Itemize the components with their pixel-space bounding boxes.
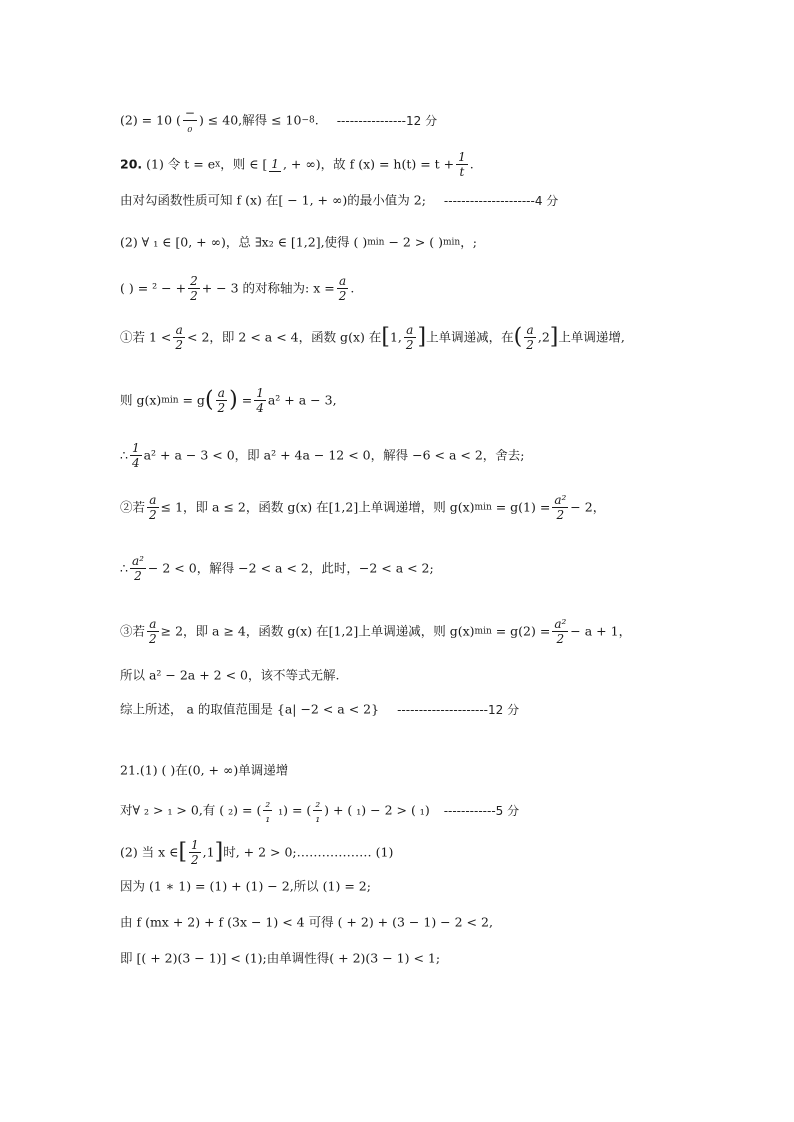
line-11-fraction-1: $\frac{a}{2}$ — [149, 617, 157, 646]
line-7-fraction-1: $\frac{a}{2}$ — [217, 386, 226, 415]
problem-21-heading: 21.(1) ( )在(0, + ∞)单调递增 — [120, 762, 289, 778]
line-1-score: ----------------12 分 — [336, 113, 438, 128]
line-9-text-c: = g(1) = — [491, 499, 551, 515]
line-4-text: (2) ∀ ₁ ∈ [0, + ∞)，总 ∃x₂ ∈ [1,2],使得 ( ) — [120, 234, 368, 250]
line-7-sub: min — [161, 395, 179, 406]
line-5-fraction-2: $\frac{a}{2}$ — [338, 274, 347, 303]
line-7-text-a: 则 g(x) — [120, 392, 162, 408]
line-4-text-c: ，; — [460, 234, 477, 250]
line-7 — [120, 386, 337, 415]
line-6-text-b: < 2，即 2 < a < 4，函数 g(x) 在 — [187, 329, 382, 345]
line-2-text-c: , + ∞)，故 f (x) = h(t) = t + — [282, 156, 455, 172]
line-8-text-a: ∴ — [120, 447, 128, 463]
line-16-text-c: 时, + 2 > 0;……………… (1) — [223, 844, 394, 860]
line-6-text-d: 上单调递减，在 — [426, 329, 514, 345]
line-13-text: 综上所述， a 的取值范围是 {a| −2 < a < 2} — [120, 701, 380, 717]
line-16-left-bracket: [ — [178, 839, 188, 865]
left-paren: ( — [513, 324, 523, 350]
line-8-text-b: a² + a − 3 < 0，即 a² + 4a − 12 < 0，解得 −6 < a < 2，舍去; — [143, 447, 525, 463]
problem-20-number: 20. — [120, 156, 143, 172]
line-9-fraction-2: $\frac{\text{a²}}{2}$ — [554, 493, 567, 522]
line-18-text: 由 f (mx + 2) + f (3x − 1) < 4 可得 ( + 2) + (3 − 1) − 2 < 2, — [120, 914, 493, 930]
line-7-text-c: = — [237, 392, 253, 408]
right-bracket: ] — [417, 324, 427, 350]
line-3 — [120, 190, 558, 211]
line-6-fraction-3: $\frac{a}{2}$ — [526, 323, 534, 352]
line-5-text-c: . — [350, 280, 355, 296]
line-17 — [120, 876, 371, 897]
line-11-sub: min — [474, 626, 492, 637]
line-6 — [120, 323, 625, 352]
line-6-fraction-2: $\frac{a}{2}$ — [405, 323, 414, 352]
line-15-text-b: ₁) = ( — [274, 802, 312, 818]
line-10 — [120, 554, 434, 583]
line-1-text-a: (2) = 10 ( — [120, 112, 181, 128]
line-1-text-c: . — [314, 112, 319, 128]
line-9-text-a: ②若 — [120, 499, 146, 515]
line-15-text-c: ) + ( ₁) − 2 > ( ₁) — [324, 802, 430, 818]
line-8 — [120, 441, 525, 470]
line-4-sub-2: min — [443, 237, 461, 248]
line-6-fraction-1: $\frac{a}{2}$ — [175, 323, 184, 352]
line-9-text-b: ≤ 1，即 a ≤ 2，函数 g(x) 在[1,2]上单调递增，则 g(x) — [160, 499, 475, 515]
line-2-text-a: (1) 令 t = e — [146, 156, 216, 172]
line-2-superscript: x — [215, 159, 221, 170]
line-7-left-paren: ( — [204, 387, 214, 413]
line-19-text: 即 [( + 2)(3 − 1)] < (1);由单调性得( + 2)(3 − 1) < 1; — [120, 950, 441, 966]
line-9-sub: min — [474, 502, 492, 513]
line-11 — [120, 617, 631, 646]
line-13 — [120, 699, 519, 720]
line-3-text: 由对勾函数性质可知 f (x) 在[ − 1, + ∞)的最小值为 2; — [120, 192, 426, 208]
line-13-score: ---------------------12 分 — [397, 702, 520, 717]
line-6-text-c: 1, — [389, 329, 402, 345]
line-5-fraction-1: $\frac{2}{2}$ — [190, 274, 198, 303]
line-9-fraction-1: $\frac{a}{2}$ — [149, 493, 157, 522]
line-2 — [120, 150, 474, 179]
line-4-text-b: − 2 > ( ) — [384, 234, 443, 250]
line-1-text-b: ) ≤ 40,解得 ≤ 10 — [198, 112, 302, 128]
line-2-text-d: . — [469, 156, 474, 172]
line-15-fraction-1: $\frac{\text{₂}}{\text{₁}}$ — [265, 796, 271, 825]
line-18 — [120, 912, 493, 933]
line-7-text-d: a² + a − 3, — [267, 392, 337, 408]
line-5-text-b: + − 3 的对称轴为: x = — [201, 280, 335, 296]
line-1-superscript: −8 — [301, 115, 315, 126]
line-10-text-a: ∴ — [120, 560, 128, 576]
right-bracket-2: ] — [549, 324, 559, 350]
line-16-text-b: ,1 — [202, 844, 215, 860]
line-11-text-a: ③若 — [120, 623, 146, 639]
line-19 — [120, 948, 440, 969]
line-5 — [120, 274, 354, 303]
line-16-text-a: (2) 当 x ∈ — [120, 844, 179, 860]
line-8-fraction: $\frac{1}{4}$ — [131, 441, 140, 470]
line-15-fraction-2: $\frac{\text{₂}}{\text{₁}}$ — [315, 796, 321, 825]
line-16-right-bracket: ] — [214, 839, 224, 865]
line-11-fraction-2: $\frac{\text{a²}}{2}$ — [554, 617, 567, 646]
line-10-fraction: $\frac{\text{a²}}{2}$ — [131, 554, 144, 583]
line-11-text-c: = g(2) = — [491, 623, 551, 639]
line-14 — [120, 760, 288, 781]
line-11-text-b: ≥ 2，即 a ≥ 4，函数 g(x) 在[1,2]上单调递减，则 g(x) — [160, 623, 475, 639]
line-6-text-a: ①若 1 < — [120, 329, 172, 345]
line-7-right-paren: ) — [229, 387, 238, 413]
line-11-text-d: − a + 1， — [570, 623, 632, 639]
line-9 — [120, 493, 605, 522]
line-15 — [120, 796, 519, 825]
line-16 — [120, 838, 393, 867]
line-3-score: ---------------------4 分 — [443, 193, 559, 208]
line-2-fraction-2: $\frac{1}{t}$ — [458, 150, 466, 179]
line-12-text: 所以 a² − 2a + 2 < 0，该不等式无解. — [120, 667, 340, 683]
line-6-text-f: 上单调递增, — [558, 329, 625, 345]
line-7-fraction-2: $\frac{1}{4}$ — [256, 386, 264, 415]
line-2-text-b: ，则 ∈ [ — [220, 156, 268, 172]
line-4 — [120, 232, 477, 253]
line-1 — [120, 106, 437, 135]
line-15-text-a: 对∀ ₂ > ₁ > 0,有 ( ₂) = ( — [120, 802, 262, 818]
line-16-fraction: $\frac{1}{2}$ — [191, 838, 199, 867]
line-5-text-a: ( ) = ² − + — [120, 280, 187, 296]
line-12 — [120, 665, 339, 686]
line-2-fraction-1: 1 — [271, 157, 279, 171]
line-4-sub-1: min — [367, 237, 385, 248]
line-1-fraction: $\frac{-}{\text{₀}}$ — [184, 106, 195, 135]
line-6-text-e: ,2 — [537, 329, 550, 345]
line-17-text: 因为 (1 ∗ 1) = (1) + (1) − 2,所以 (1) = 2; — [120, 878, 371, 894]
line-9-text-d: − 2， — [570, 499, 606, 515]
left-bracket: [ — [381, 324, 390, 350]
line-7-text-b: = g — [178, 392, 205, 408]
line-10-text-b: − 2 < 0，解得 −2 < a < 2，此时，−2 < a < 2; — [147, 560, 434, 576]
line-15-score: ------------5 分 — [443, 803, 520, 818]
